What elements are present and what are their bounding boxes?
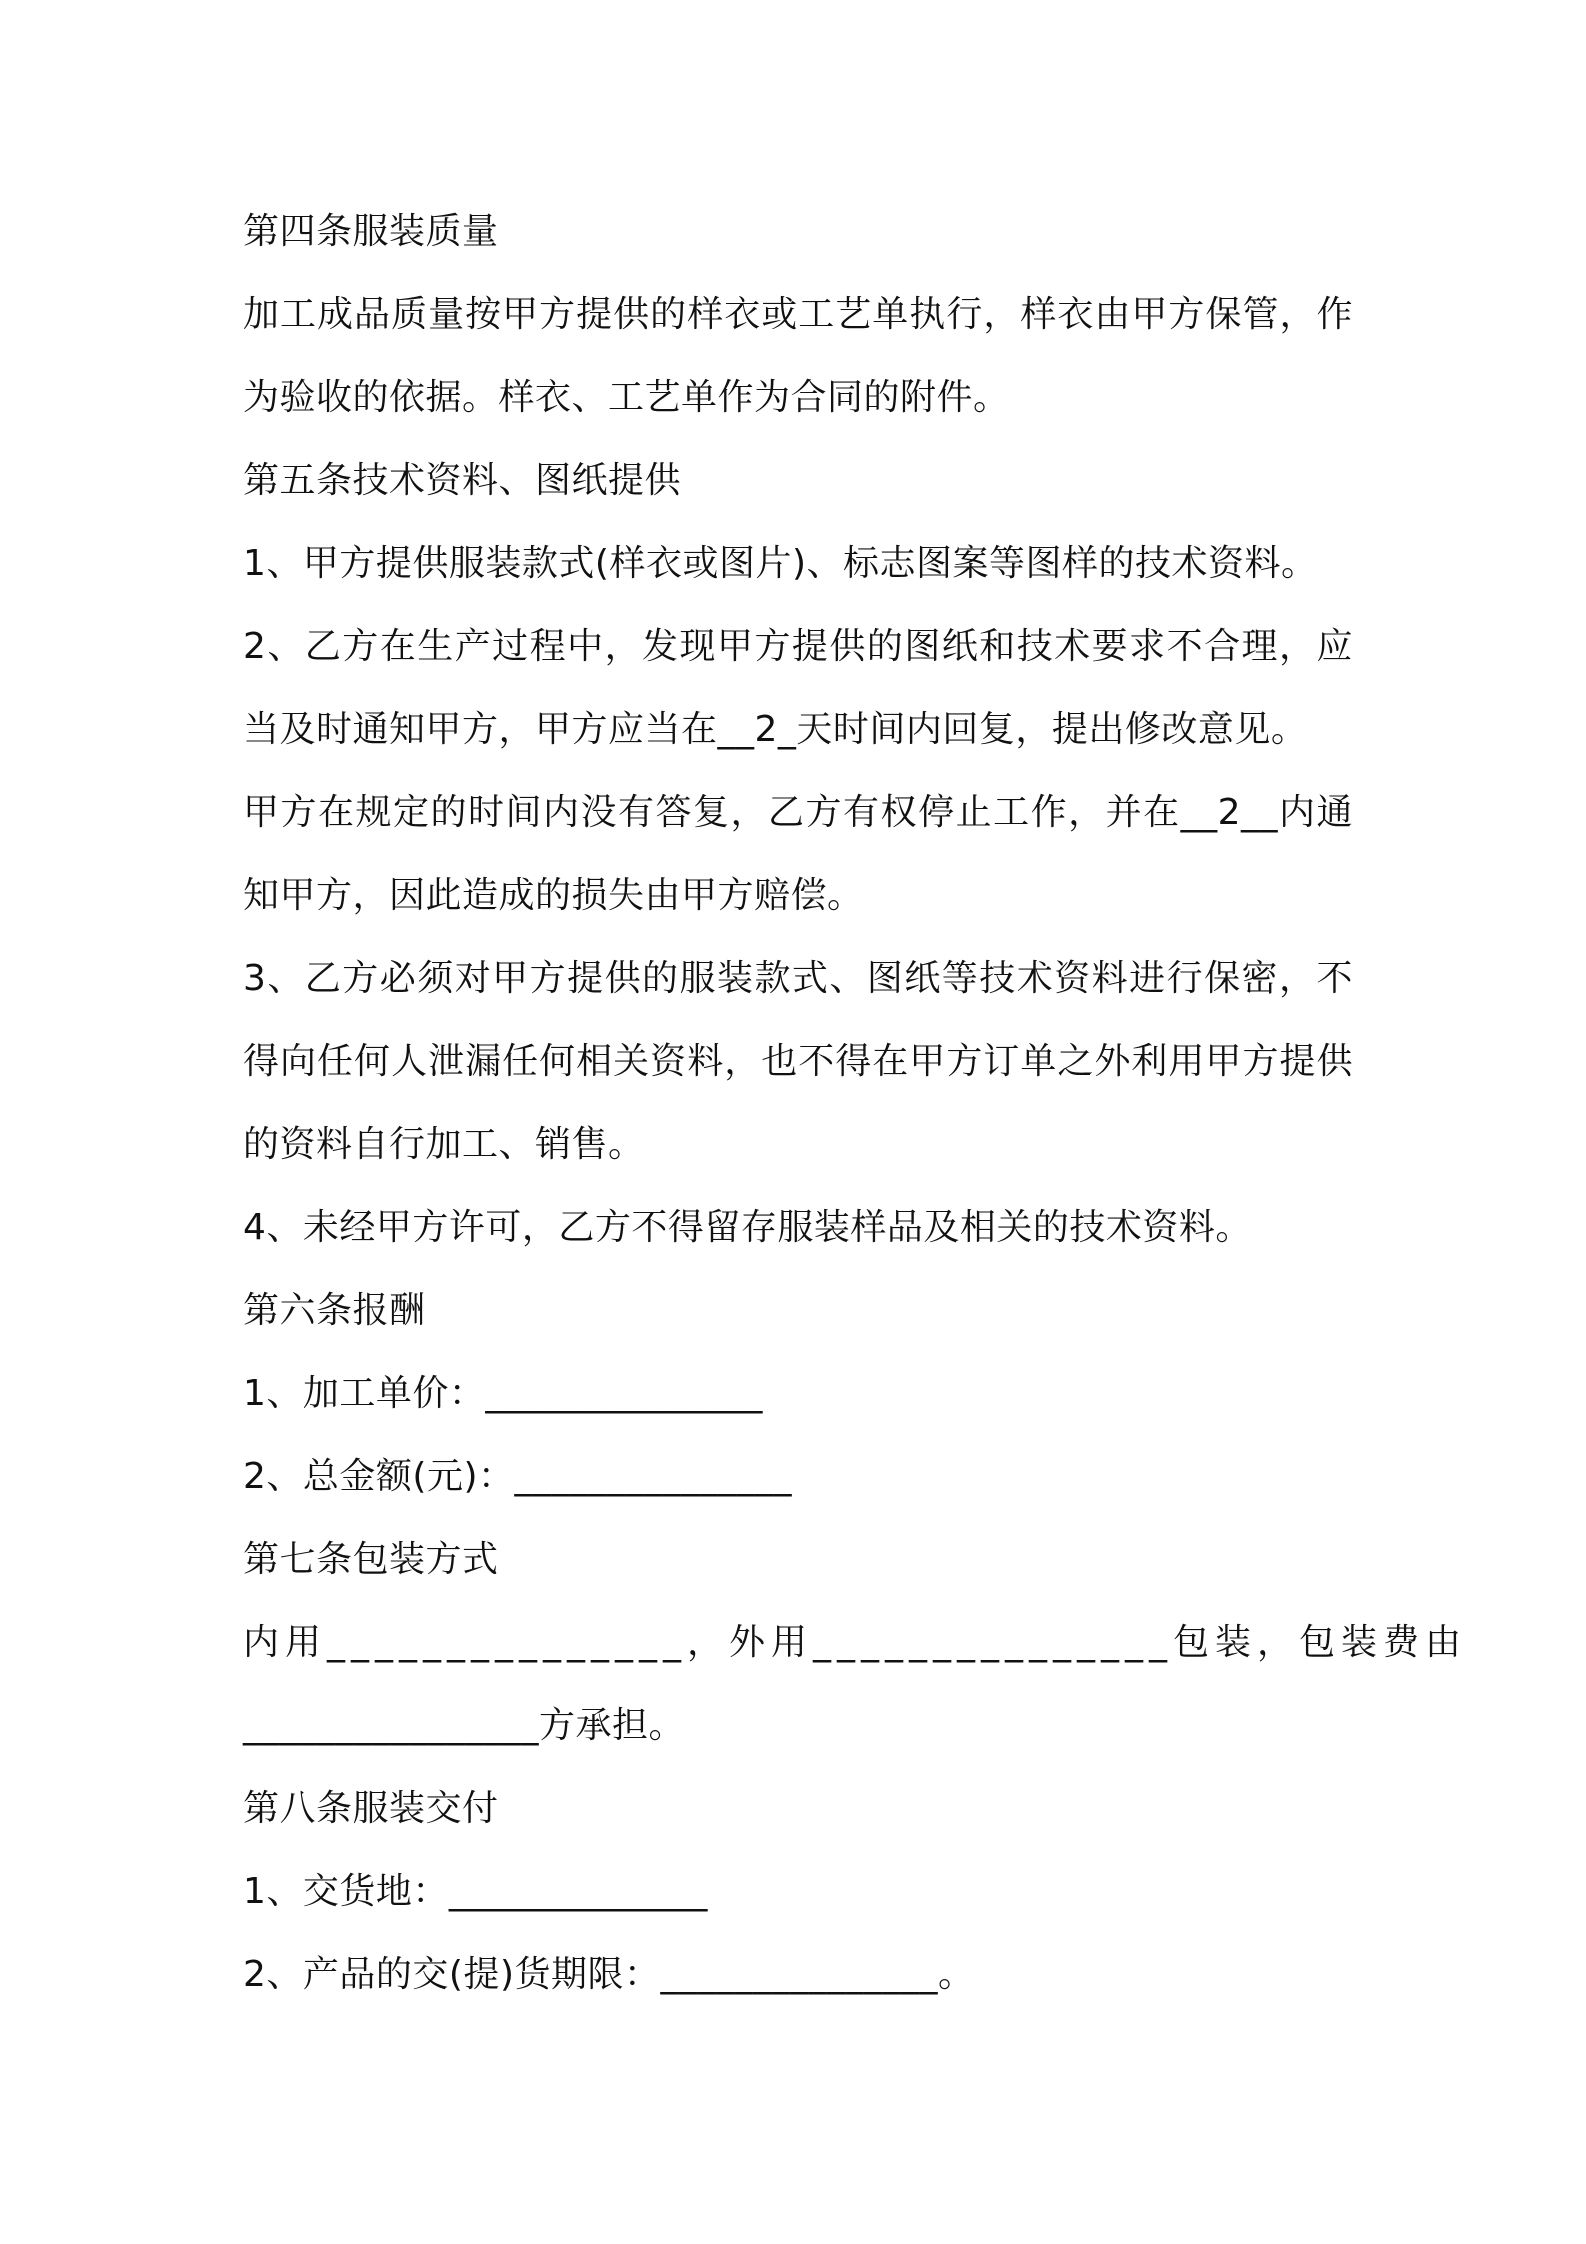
section-heading-6: 第六条报酬 xyxy=(243,1290,426,1331)
clause-item: 2、乙方在生产过程中，发现甲方提供的图纸和技术要求不合理，应 xyxy=(243,626,1353,667)
paragraph-line: 知甲方，因此造成的损失由甲方赔偿。 xyxy=(243,875,864,916)
delivery-place-field: 1、交货地：______________ xyxy=(243,1871,708,1912)
section-heading-4: 第四条服装质量 xyxy=(243,211,499,252)
packaging-line: 内用_______________，外用_______________包装，包装费由 xyxy=(243,1622,1468,1663)
section-heading-7: 第七条包装方式 xyxy=(243,1539,499,1580)
delivery-deadline-field: 2、产品的交(提)货期限：_______________。 xyxy=(243,1954,975,1995)
section-heading-5: 第五条技术资料、图纸提供 xyxy=(243,460,682,501)
clause-item: 4、未经甲方许可，乙方不得留存服装样品及相关的技术资料。 xyxy=(243,1207,1252,1248)
total-amount-field: 2、总金额(元)：_______________ xyxy=(243,1456,792,1497)
paragraph-line: 为验收的依据。样衣、工艺单作为合同的附件。 xyxy=(243,377,1010,418)
paragraph-line: 的资料自行加工、销售。 xyxy=(243,1124,645,1165)
section-heading-8: 第八条服装交付 xyxy=(243,1788,499,1829)
clause-item: 3、乙方必须对甲方提供的服装款式、图纸等技术资料进行保密，不 xyxy=(243,958,1353,999)
packaging-line: ________________方承担。 xyxy=(243,1705,686,1746)
paragraph-line: 甲方在规定的时间内没有答复，乙方有权停止工作，并在__2__内通 xyxy=(243,792,1353,833)
paragraph-line: 当及时通知甲方，甲方应当在__2_天时间内回复，提出修改意见。 xyxy=(243,709,1308,750)
unit-price-field: 1、加工单价：_______________ xyxy=(243,1373,763,1414)
clause-item: 1、甲方提供服装款式(样衣或图片)、标志图案等图样的技术资料。 xyxy=(243,543,1318,584)
paragraph-line: 得向任何人泄漏任何相关资料，也不得在甲方订单之外利用甲方提供 xyxy=(243,1041,1353,1082)
paragraph-line: 加工成品质量按甲方提供的样衣或工艺单执行，样衣由甲方保管，作 xyxy=(243,294,1353,335)
